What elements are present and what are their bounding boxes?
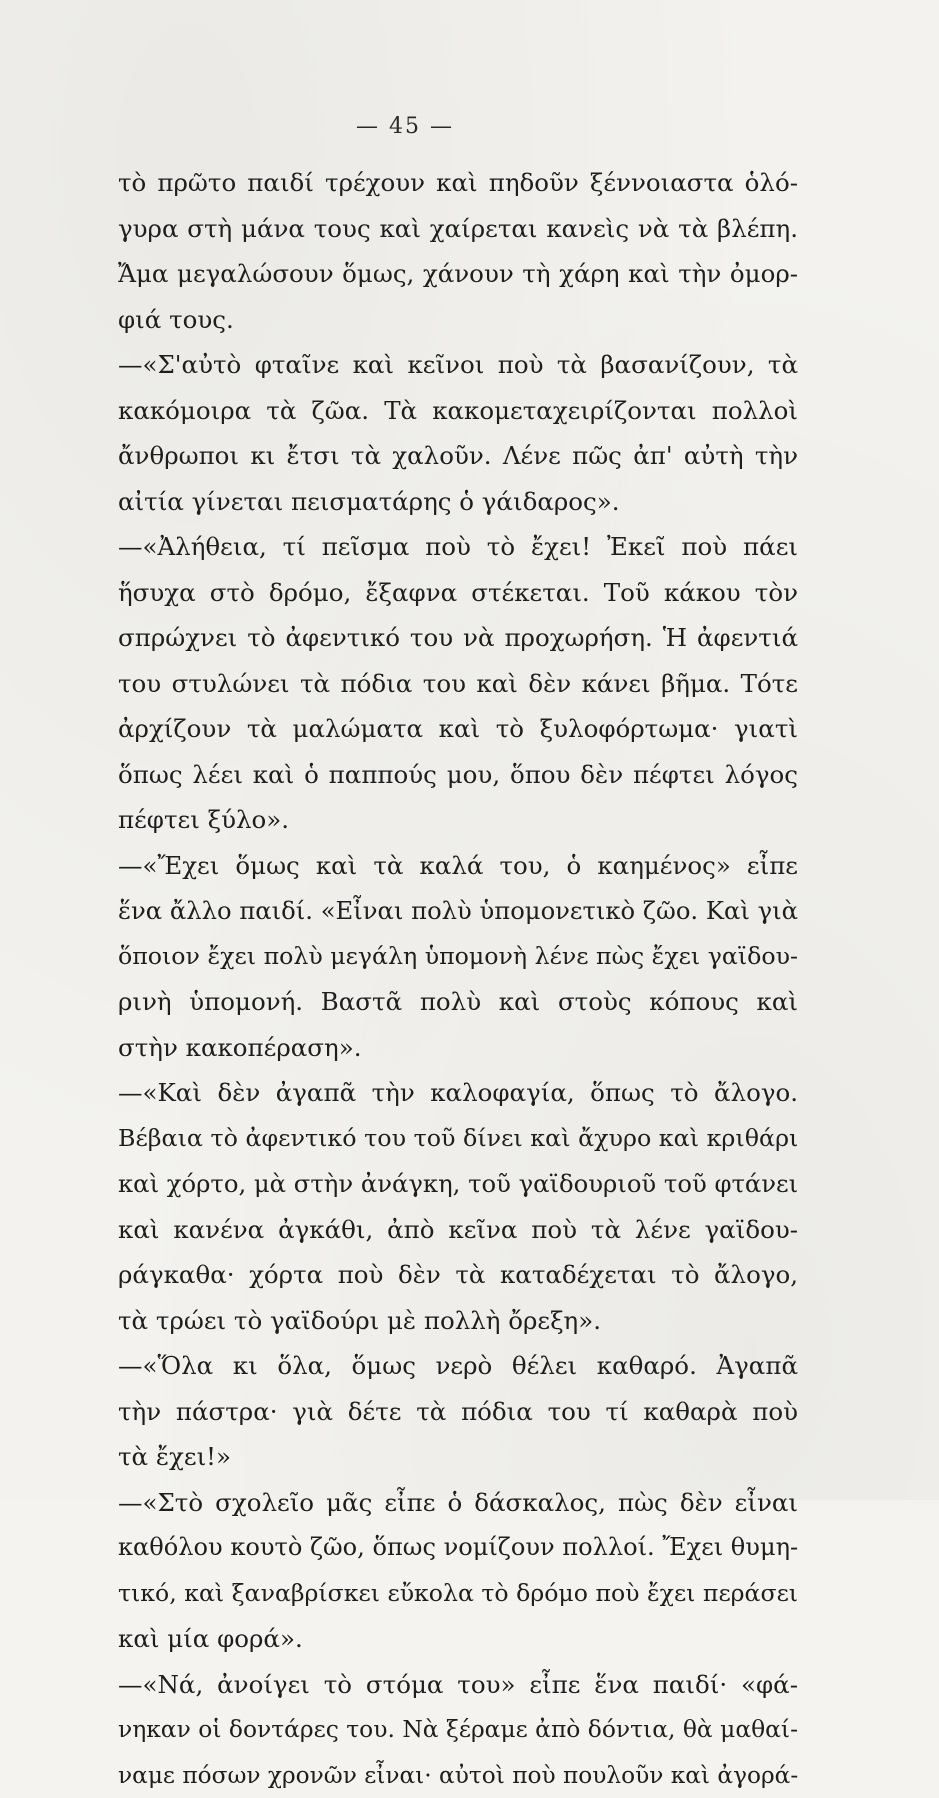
text-line: τὸ πρῶτο παιδί τρέχουν καὶ πηδοῦν ξέννοιαστα ὁλό- [118, 160, 798, 206]
text-line: κακόμοιρα τὰ ζῶα. Τὰ κακομεταχειρίζονται πολλοὶ [118, 388, 798, 434]
text-line: τὰ ἔχει!» [118, 1434, 798, 1480]
text-line: στὴν κακοπέραση». [118, 1025, 798, 1071]
text-line: νηκαν οἱ δοντάρες του. Νὰ ξέραμε ἀπὸ δόντια, θὰ μαθαί- [118, 1707, 798, 1753]
text-line: ράγκαθα· χόρτα ποὺ δὲν τὰ καταδέχεται τὸ ἄλογο, [118, 1252, 798, 1298]
text-line: αἰτία γίνεται πεισματάρης ὁ γάιδαρος». [118, 479, 798, 525]
text-line: γυρα στὴ μάνα τους καὶ χαίρεται κανεὶς νὰ τὰ βλέπη. [118, 206, 798, 252]
text-line: τὴν πάστρα· γιὰ δέτε τὰ πόδια του τί καθαρὰ ποὺ [118, 1389, 798, 1435]
text-line: καθόλου κουτὸ ζῶο, ὅπως νομίζουν πολλοί. Ἔχει θυμη- [118, 1525, 798, 1571]
text-line: Ἄμα μεγαλώσουν ὅμως, χάνουν τὴ χάρη καὶ τὴν ὀμορ- [118, 251, 798, 297]
text-line: —«Στὸ σχολεῖο μᾶς εἶπε ὁ δάσκαλος, πὼς δὲν εἶναι [118, 1480, 798, 1526]
text-line: —«Ὅλα κι ὅλα, ὅμως νερὸ θέλει καθαρό. Ἀγαπᾶ [118, 1343, 798, 1389]
page-number: — 45 — [0, 114, 810, 139]
text-line: —«Σ'αὐτὸ φταῖνε καὶ κεῖνοι ποὺ τὰ βασανίζουν, τὰ [118, 342, 798, 388]
text-line: ἀρχίζουν τὰ μαλώματα καὶ τὸ ξυλοφόρτωμα· γιατὶ [118, 706, 798, 752]
text-line: ὅπως λέει καὶ ὁ παππούς μου, ὅπου δὲν πέφτει λόγος [118, 752, 798, 798]
text-line: —«Ἔχει ὅμως καὶ τὰ καλά του, ὁ καημένος» εἶπε [118, 843, 798, 889]
text-line: Βέβαια τὸ ἀφεντικό του τοῦ δίνει καὶ ἄχυρο καὶ κριθάρι [118, 1116, 798, 1162]
text-line: ἄνθρωποι κι ἔτσι τὰ χαλοῦν. Λένε πῶς ἀπ' αὐτὴ τὴν [118, 433, 798, 479]
text-line: πέφτει ξύλο». [118, 797, 798, 843]
text-line: τικό, καὶ ξαναβρίσκει εὔκολα τὸ δρόμο ποὺ ἔχει περάσει [118, 1571, 798, 1617]
text-line: καὶ μία φορά». [118, 1616, 798, 1662]
text-line: καὶ κανένα ἀγκάθι, ἀπὸ κεῖνα ποὺ τὰ λένε γαϊδου- [118, 1207, 798, 1253]
text-line: —«Ἀλήθεια, τί πεῖσμα ποὺ τὸ ἔχει! Ἐκεῖ ποὺ πάει [118, 524, 798, 570]
text-line: σπρώχνει τὸ ἀφεντικό του νὰ προχωρήση. Ἡ ἀφεντιά [118, 615, 798, 661]
body-text [118, 160, 798, 1798]
text-line: ἥσυχα στὸ δρόμο, ἔξαφνα στέκεται. Τοῦ κάκου τὸν [118, 570, 798, 616]
text-line: ἕνα ἄλλο παιδί. «Εἶναι πολὺ ὑπομονετικὸ ζῶο. Καὶ γιὰ [118, 888, 798, 934]
text-line: καὶ χόρτο, μὰ στὴν ἀνάγκη, τοῦ γαϊδουριοῦ τοῦ φτάνει [118, 1161, 798, 1207]
text-line: τὰ τρώει τὸ γαϊδούρι μὲ πολλὴ ὄρεξη». [118, 1298, 798, 1344]
text-line: —«Νά, ἀνοίγει τὸ στόμα του» εἶπε ἕνα παιδί· «φά- [118, 1662, 798, 1708]
text-line: φιά τους. [118, 297, 798, 343]
text-line: ρινὴ ὑπομονή. Βαστᾶ πολὺ καὶ στοὺς κόπους καὶ [118, 979, 798, 1025]
text-line: —«Καὶ δὲν ἀγαπᾶ τὴν καλοφαγία, ὅπως τὸ ἄλογο. [118, 1070, 798, 1116]
text-line: του στυλώνει τὰ πόδια του καὶ δὲν κάνει βῆμα. Τότε [118, 661, 798, 707]
text-line: ναμε πόσων χρονῶν εἶναι· αὐτοὶ ποὺ πουλοῦν καὶ ἀγορά- [118, 1753, 798, 1798]
text-line: ὅποιον ἔχει πολὺ μεγάλη ὑπομονὴ λένε πὼς ἔχει γαϊδου- [118, 934, 798, 980]
